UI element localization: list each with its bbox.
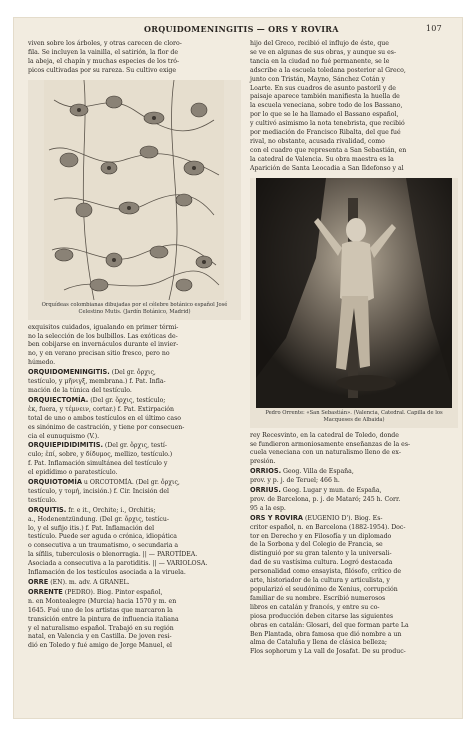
entry-headword: ORRE — [28, 578, 49, 586]
text-line: 95 a la esp. — [250, 504, 286, 512]
figure-caption: Orquídeas colombianas dibujadas por el célebre botánico español José Celestino Mutis. (Jardín Botánico, Madrid) — [41, 301, 228, 315]
text-line: se ve en algunas de sus obras, y aunque su es- — [250, 48, 397, 56]
text-line: testículo, y μῆνιγξ, membrana.) f. Pat. Infla- — [28, 378, 166, 386]
text-line — [250, 486, 458, 496]
text-line: Inflamación de los testículos asociada a la viruela. — [28, 569, 186, 577]
entry-text: (PEDRO). Biog. Pintor español, — [62, 588, 163, 596]
text-line: libros en catalán y francés, y entre su co- — [250, 603, 380, 611]
text-line: testículo. Puede ser aguda o crónica, idiopática — [28, 533, 177, 541]
page-header — [14, 22, 462, 38]
dictionary-entry — [28, 588, 241, 651]
text-line: distinguió por su gran talento y la universali- — [250, 550, 392, 558]
text-line — [250, 467, 458, 477]
text-line: por mediación de Francisco Ribalta, del que fué — [250, 129, 401, 137]
text-line: Ben Plantada, obra famosa que dió nombre a un — [250, 630, 402, 638]
text-line: el epidídimo o paratestículo. — [28, 469, 118, 477]
text-line: alma de Cataluña y llena de clásica belleza; — [250, 639, 387, 647]
text-line: 1645. Fué uno de los artistas que marcaron la — [28, 606, 173, 614]
text-line — [28, 396, 241, 406]
entry-text: fr. e it., Orchite; i., Orchitis; — [66, 506, 156, 514]
text-line: la catedral de Valencia. Su obra maestra es la — [250, 155, 394, 163]
entry-text: Geog. Villa de España, — [281, 468, 354, 476]
text-line: paisaje aparece también manifiesta la huella de — [250, 93, 400, 101]
entry-headword: ORQUITIS. — [28, 505, 67, 514]
right-column — [250, 40, 458, 657]
text-line: popularizó el seudónimo de Xenius, corrupción — [250, 586, 398, 593]
text-line: cuela veneciana con un naturalismo lleno de ex- — [250, 449, 401, 457]
text-line: testículo. — [28, 496, 57, 504]
orchid-illustration — [28, 80, 241, 320]
text-line: se fundieron armoniosamente enseñanzas de la es- — [250, 440, 411, 448]
text-line: viven sobre los árboles, y otras carecen de cloro- — [28, 40, 182, 47]
dictionary-entry — [250, 486, 458, 514]
entry-text: u ORCOTOMÍA. (Del gr. ὄρχις, — [81, 479, 180, 487]
text-line — [28, 506, 241, 516]
text-line: junto con Tristán, Mayno, Sánchez Cotán y — [250, 75, 386, 83]
text-line: natal, en Valencia y en Castilla. De joven resi- — [28, 633, 172, 641]
dictionary-entry — [28, 441, 241, 478]
text-line: arte, historiador de la cultura y articulista, y — [250, 577, 390, 585]
text-line: lo, y el sufijo itis.) f. Pat. Inflamación del — [28, 524, 155, 532]
orchid-drawing — [44, 80, 224, 300]
left-entries — [28, 368, 241, 651]
text-line: Loarte. En sus cuadros de asunto pastoril y de — [250, 84, 396, 92]
text-line: ἐκ, fuera, y τέμνειν, cortar.) f. Pat. Extirpación — [28, 405, 175, 413]
painting-photo — [250, 178, 458, 428]
text-line: dad de su vastísima cultura. Logró destacada — [250, 559, 393, 567]
text-line: Asociada a consecutiva a la parotiditis. || — VARIOLOSA. — [28, 560, 208, 568]
entry-text: (EUGENIO D'). Biog. Es- — [303, 514, 383, 522]
entry-text: (Del gr. ὄρχις, testículo; — [88, 396, 166, 404]
text-line: total de uno o ambos testículos en el último caso — [28, 414, 182, 422]
text-line: obras en catalán: Glosari, del que forman parte La — [250, 621, 409, 629]
text-line — [28, 478, 241, 488]
entry-headword: ORRIUS. — [250, 486, 281, 495]
dictionary-entry — [28, 368, 241, 396]
entry-headword: ORRIOS. — [250, 467, 282, 476]
text-line — [28, 588, 241, 598]
dictionary-entry — [250, 467, 458, 486]
text-line: picos cultivadas por su rareza. Su cultivo exige — [28, 66, 177, 74]
text-line: rey Recesvinto, en la catedral de Toledo, donde — [250, 431, 399, 439]
text-line — [28, 368, 241, 378]
text-line: adscribe a la escuela toledana posterior al Greco, — [250, 66, 406, 74]
page-number: 107 — [425, 24, 442, 33]
dictionary-entry — [250, 514, 458, 658]
figure-caption: Pedro Orrente: «San Sebastián». (Valencia, Catedral. Capilla de los Macqueses de Albaida) — [265, 409, 443, 423]
text-line: con el cuadro que representa a San Sebastián, en — [250, 146, 407, 154]
text-line: la sífilis, tuberculosis o blenorragia. || — PAROTÍDEA. — [28, 551, 198, 559]
text-line: de la Sorbona y del Colegio de Francia, se — [250, 541, 383, 549]
text-line: Flos sophorum y La vall de Josafat. De su produc- — [250, 648, 406, 656]
text-line: la escuela veneciana, sobre todo de los Bassano, — [250, 102, 403, 110]
right-entries — [250, 467, 458, 657]
dictionary-entry — [28, 578, 241, 588]
entry-text: (Del gr. ὄρχις, testí- — [102, 442, 167, 450]
entry-text: (Del gr. ὄρχις, — [109, 369, 156, 377]
encyclopedia-page — [14, 18, 462, 718]
text-line: hijo del Greco, recibió el influjo de éste, que — [250, 40, 389, 47]
text-line: cia el eunuquismo (V.). — [28, 432, 100, 440]
san-sebastian-painting — [256, 178, 452, 408]
entry-headword: ORRENTE — [28, 587, 63, 596]
text-line: Aparición de Santa Leocadia a San Ildefonso y al — [250, 164, 404, 172]
text-line: transición entre la pintura de influencia italiana — [28, 615, 179, 623]
text-line: mación de la túnica del testículo. — [28, 386, 132, 394]
text-line: tancia en la ciudad no fué permanente, se le — [250, 57, 390, 65]
text-line: prov. de Barcelona, p. j. de Mataró; 245 h. Corr. — [250, 495, 401, 503]
entry-headword: ORQUIDOMENINGITIS. — [28, 368, 110, 377]
text-line: critor español, n. en Barcelona (1882-1954). Doc- — [250, 523, 406, 531]
dictionary-entry — [28, 478, 241, 506]
text-line: es sinónimo de castración, y tiene por consecuen- — [28, 423, 185, 431]
text-line: f. Pat. Inflamación simultánea del testículo y — [28, 460, 168, 468]
text-line: y cultivó asimismo la nota tenebrista, que recibió — [250, 120, 405, 128]
text-line — [250, 514, 458, 524]
text-line: testículo, y τομή, incisión.) f. Cir. Incisión del — [28, 487, 170, 495]
running-title: ORQUIDOMENINGITIS — ORS Y ROVIRA — [144, 24, 339, 34]
text-line: a., Hodenentzündung. (Del gr. ὄρχις, testícu- — [28, 515, 169, 523]
text-line: por lo que se le ha llamado el Bassano español, — [250, 111, 399, 119]
entry-headword: ORS Y ROVIRA — [250, 513, 304, 522]
text-line: piosa producción deben citarse las siguientes — [250, 612, 394, 620]
entry-text: (EN). m. adv. A GRANEL. — [48, 579, 130, 586]
text-line: dió en Toledo y fué amigo de Jorge Manuel, el — [28, 642, 173, 650]
text-line: culo; ἐπί, sobre, y δίδυμος, mellizo, testículo.) — [28, 451, 173, 459]
text-line: rival, no obstante, acusada rivalidad, como — [250, 137, 385, 145]
text-line: la abeja, el chapín y muchas especies de los tró- — [28, 57, 180, 65]
entry-headword: ORQUIOTOMÍA — [28, 478, 82, 487]
text-line: presión. — [250, 458, 276, 466]
text-line: prov. y p. j. de Teruel; 466 h. — [250, 477, 340, 485]
text-line — [28, 441, 241, 451]
text-line: húmedo. — [28, 359, 56, 367]
text-line: exquisitos cuidados, igualando en primer térmi- — [28, 323, 179, 331]
text-line: ben cobijarse en invernáculos durante el invier- — [28, 341, 179, 349]
entry-headword: ORQUIEPIDIDIMITIS. — [28, 441, 103, 450]
text-line: o consecutiva a un traumatismo, o secundaria a — [28, 542, 179, 550]
text-line: familiar de su nombre. Escribió numerosos — [250, 594, 386, 602]
text-line: no, y en verano precisan sitio fresco, pero no — [28, 350, 170, 358]
entry-text: Geog. Lugar y mun. de España, — [280, 487, 382, 495]
text-line: fila. Se incluyen la vainilla, el satirión, la flor de — [28, 48, 178, 56]
left-column — [28, 40, 241, 651]
text-line: y el naturalismo español. Trabajó en su región — [28, 624, 174, 632]
text-line: personalidad como ensayista, filósofo, crítico de — [250, 568, 402, 576]
text-line: no la selección de los bulbillos. Las exóticas de- — [28, 332, 178, 340]
text-line: tor en Derecho y en Filosofía y un diplomado — [250, 532, 392, 540]
dictionary-entry — [28, 396, 241, 442]
text-line: n. en Montealegre (Murcia) hacia 1570 y m. en — [28, 597, 177, 605]
entry-headword: ORQUIECTOMÍA. — [28, 395, 89, 404]
dictionary-entry — [28, 506, 241, 578]
text-line — [28, 578, 241, 588]
